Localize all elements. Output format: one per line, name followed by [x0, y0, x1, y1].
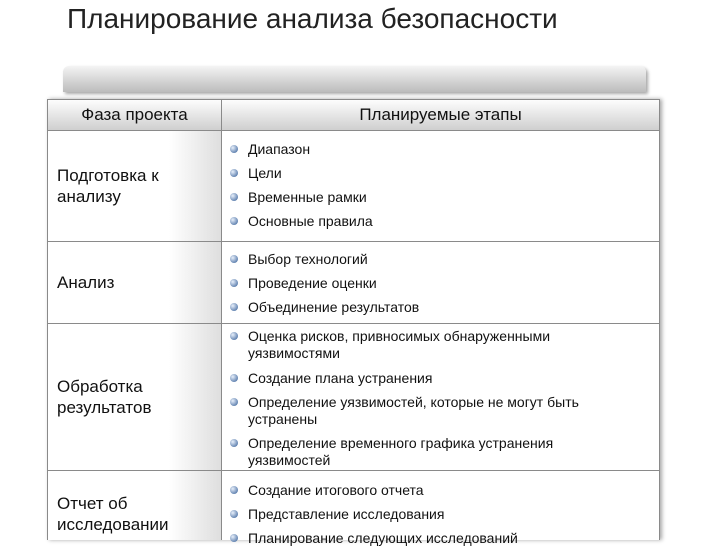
bullet-icon	[230, 217, 238, 225]
list-item	[248, 394, 633, 428]
steps-cell	[222, 471, 660, 546]
step-text: Диапазон	[248, 141, 311, 157]
phase-cell: Подготовка к анализу	[47, 131, 222, 242]
list-item	[248, 482, 633, 499]
step-text: Представление исследования	[248, 506, 445, 522]
list-item	[248, 328, 633, 362]
planning-table	[47, 99, 660, 546]
step-text: Определение уязвимостей, которые не могут быть устранены	[248, 394, 579, 427]
list-item	[248, 506, 633, 523]
list-item	[248, 299, 633, 316]
bullet-icon	[230, 374, 238, 382]
bullet-icon	[230, 510, 238, 518]
step-text: Создание итогового отчета	[248, 482, 424, 498]
steps-cell	[222, 242, 660, 324]
step-text: Цели	[248, 165, 282, 181]
step-text: Определение временного графика устранения уязвимостей	[248, 435, 554, 468]
bullet-icon	[230, 332, 238, 340]
step-text: Основные правила	[248, 213, 373, 229]
list-item	[248, 530, 633, 547]
phase-cell: Отчет об исследовании	[47, 471, 222, 540]
list-item	[248, 370, 633, 387]
bullet-icon	[230, 534, 238, 542]
list-item	[248, 251, 633, 268]
bullet-icon	[230, 193, 238, 201]
list-item	[248, 189, 633, 206]
step-text: Проведение оценки	[248, 275, 377, 291]
bullet-icon	[230, 145, 238, 153]
bullet-icon	[230, 398, 238, 406]
header-steps: Планируемые этапы	[222, 99, 660, 131]
bullet-icon	[230, 439, 238, 447]
bullet-icon	[230, 303, 238, 311]
step-text: Планирование следующих исследований	[248, 530, 518, 546]
step-text: Временные рамки	[248, 189, 367, 205]
decorative-bar	[63, 66, 646, 92]
step-text: Выбор технологий	[248, 251, 368, 267]
steps-cell	[222, 131, 660, 242]
list-item	[248, 165, 633, 182]
header-phase: Фаза проекта	[47, 99, 222, 131]
bullet-icon	[230, 486, 238, 494]
steps-cell	[222, 324, 660, 471]
list-item	[248, 141, 633, 158]
step-text: Создание плана устранения	[248, 370, 433, 386]
slide-title: Планирование анализа безопасности	[67, 3, 558, 34]
list-item	[248, 275, 633, 292]
bullet-icon	[230, 279, 238, 287]
bullet-icon	[230, 255, 238, 263]
bullet-icon	[230, 169, 238, 177]
step-text: Объединение результатов	[248, 299, 420, 315]
step-text: Оценка рисков, привносимых обнаруженными уязвимостями	[248, 328, 551, 361]
phase-cell: Обработка результатов	[47, 324, 222, 471]
list-item	[248, 435, 633, 469]
phase-cell: Анализ	[47, 242, 222, 324]
list-item	[248, 213, 633, 230]
